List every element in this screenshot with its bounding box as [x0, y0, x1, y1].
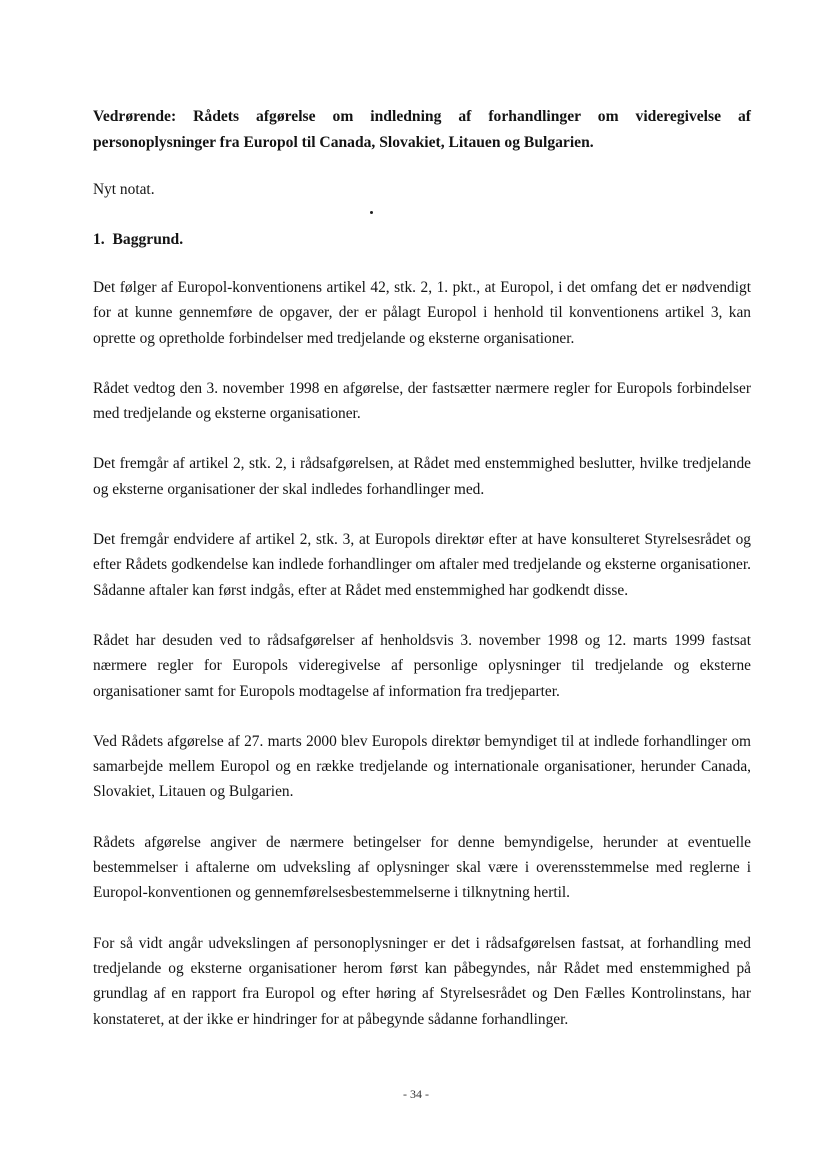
document-subject: Vedrørende: Rådets afgørelse om indledning af forhandlinger om videregivelse af personoplysninger fra Europol til Canada, Slovakiet, Litauen og Bulgarien. — [93, 108, 751, 151]
section-heading — [93, 228, 751, 252]
paragraph: Rådet vedtog den 3. november 1998 en afgørelse, der fastsætter nærmere regler for Europols forbindelser med tredjelande og eksterne organisationer. — [93, 379, 751, 423]
paragraph: Ved Rådets afgørelse af 27. marts 2000 blev Europols direktør bemyndiget til at indlede forhandlinger om samarbejde mellem Europol og en række tredjelande og internationale organisationer, herunder Canada, Slovakiet, Litauen og Bulgarien. — [93, 732, 751, 801]
section-number: 1. — [93, 231, 105, 248]
paragraph: Det fremgår af artikel 2, stk. 2, i rådsafgørelsen, at Rådet med enstemmighed beslutter, hvilke tredjelande og eksterne organisationer der skal indledes forhandlinger med. — [93, 455, 751, 498]
page-number: - 34 - — [403, 1087, 429, 1101]
document-page — [93, 104, 751, 1057]
paragraph: Rådet har desuden ved to rådsafgørelser af henholdsvis 3. november 1998 og 12. marts 1999 fastsat nærmere regler for Europols videregivelse af personlige oplysninger til tredjelande og eksterne organisationer samt for Europols modtagelse af information fra tredjeparter. — [93, 631, 751, 700]
paragraph: Det fremgår endvidere af artikel 2, stk. 3, at Europols direktør efter at have konsulteret Styrelsesrådet og efter Rådets godkendelse kan indlede forhandlinger om aftaler med tredjelande og eksterne organisationer. Sådanne aftaler kan først indgås, efter at Rådet med enstemmighed har godkendt disse. — [93, 531, 751, 599]
scan-speck — [370, 211, 373, 214]
paragraph: For så vidt angår udvekslingen af personoplysninger er det i rådsafgørelsen fastsat, at forhandling med tredjelande og eksterne organisationer herom først kan påbegyndes, når Rådet med enstemmighed på grundlag af en rapport fra Europol og efter høring af Styrelsesrådet og Den Fælles Kontrolinstans, har konstateret, at der ikke er hindringer for at påbegynde sådanne forhandlinger. — [93, 934, 751, 1028]
document-note: Nyt notat. — [93, 181, 155, 198]
paragraph: Det følger af Europol-konventionens artikel 42, stk. 2, 1. pkt., at Europol, i det omfang det er nødvendigt for at kunne gennemføre de opgaver, der er pålagt Europol i henhold til konventionens artikel 3, kan oprette og opretholde forbindelser med tredjelande og eksterne organisationer. — [93, 279, 751, 347]
paragraph: Rådets afgørelse angiver de nærmere betingelser for denne bemyndigelse, herunder at eventuelle bestemmelser i aftalerne om udveksling af oplysninger skal være i overensstemmelse med reglerne i Europol-konventionen og gennemførelsesbestemmelserne i tilknytning hertil. — [93, 833, 751, 902]
section-title: Baggrund. — [112, 231, 184, 248]
